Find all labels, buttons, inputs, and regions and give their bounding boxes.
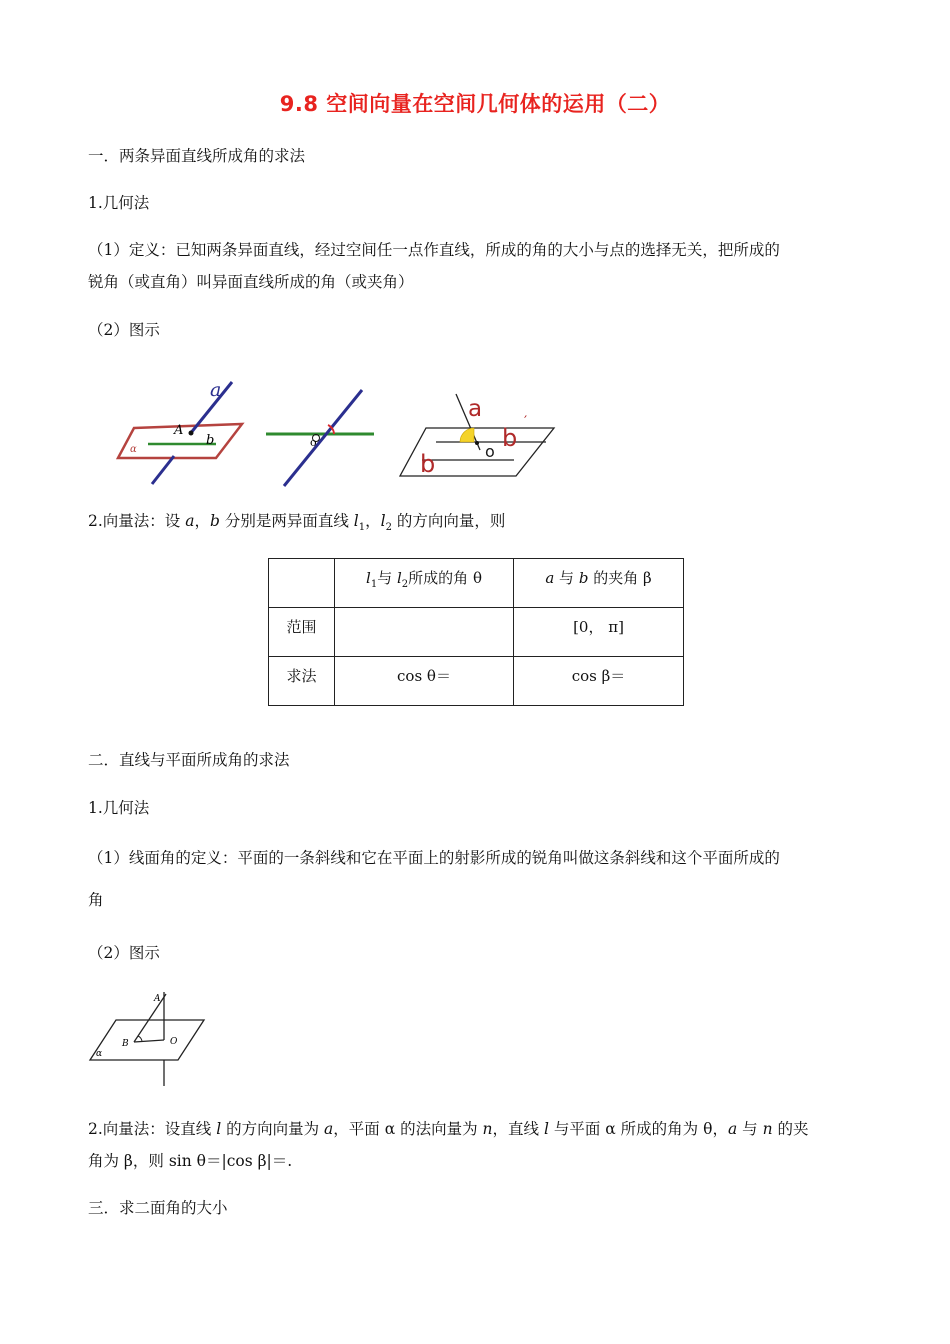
label-O: O: [170, 1037, 178, 1047]
line-a-lower: [152, 456, 174, 484]
table-row-method: [269, 657, 684, 706]
plane-alpha: [90, 1020, 204, 1060]
table-row-range: [269, 608, 684, 657]
angle-comparison-table: [268, 558, 684, 706]
table-row-method-col2: cos θ＝: [335, 657, 514, 706]
oblique-AB: [134, 994, 166, 1042]
table-header-vector-angle: a 与 b 的夹角 β: [514, 559, 684, 608]
label-a: a: [210, 379, 222, 401]
label-b: b: [206, 433, 215, 448]
line-plane-angle-figure: [86, 988, 208, 1088]
section1-heading: 一．两条异面直线所成角的求法: [88, 147, 306, 165]
label-A: A: [154, 994, 161, 1004]
section1-vector-method: 2.向量法：设 a，b 分别是两异面直线 $l_1$，$l_2$ 的方向向量，则: [88, 512, 506, 534]
intersecting-lines-figure: [262, 388, 378, 488]
label-alpha: α: [130, 444, 137, 455]
section1-geometric-method: 1.几何法: [88, 194, 150, 212]
table-header-line-angle: $l_1$与 $l_2$所成的角 θ: [335, 559, 514, 608]
page-title: 9.8 空间向量在空间几何体的运用（二）: [279, 92, 671, 116]
skew-lines-figure-3: [396, 390, 608, 490]
label-b-prime: b: [502, 424, 518, 452]
table-row-range-col2: [335, 608, 514, 657]
table-row-method-label: 求法: [269, 657, 335, 706]
label-A: A: [174, 423, 184, 438]
section2-heading: 二．直线与平面所成角的求法: [88, 751, 290, 769]
label-a: a: [468, 396, 483, 422]
section2-figure-caption: （2）图示: [88, 944, 160, 962]
label-b: b: [420, 450, 436, 478]
section2-vector-method-line2: 角为 β，则 sin θ＝|cos β|＝.: [88, 1152, 293, 1170]
skew-lines-figure-1: [112, 378, 252, 488]
section3-heading: 三．求二面角的大小: [88, 1199, 228, 1217]
section1-figure-caption: （2）图示: [88, 321, 160, 339]
point-o: [475, 441, 479, 445]
label-o: o: [485, 442, 495, 461]
table-header-row: [269, 559, 684, 608]
table-row-range-label: 范围: [269, 608, 335, 657]
table-row-method-col3: cos β＝: [514, 657, 684, 706]
point-A: [189, 431, 194, 436]
table-header-empty: [269, 559, 335, 608]
label-alpha: α: [96, 1049, 103, 1059]
projection-BO: [134, 1040, 164, 1042]
table-row-range-col3: [0， π]: [514, 608, 684, 657]
label-B: B: [122, 1039, 129, 1049]
section2-geometric-method: 1.几何法: [88, 799, 150, 817]
section2-definition-line1: （1）线面角的定义：平面的一条斜线和它在平面上的射影所成的锐角叫做这条斜线和这个平面所成的: [88, 849, 780, 867]
label-o: o: [310, 436, 317, 449]
section2-vector-method-line1: 2.向量法：设直线 l 的方向向量为 a，平面 α 的法向量为 n，直线 l 与平面 α 所成的角为 θ，a 与 n 的夹: [88, 1120, 809, 1138]
angle-fill: [460, 428, 474, 442]
section1-definition-line1: （1）定义：已知两条异面直线，经过空间任一点作直线，所成的角的大小与点的选择无关，把所成的: [88, 241, 780, 259]
section2-definition-line2: 角: [88, 891, 104, 909]
section1-definition-line2: 锐角（或直角）叫异面直线所成的角（或夹角）: [88, 273, 414, 291]
label-prime: ′: [524, 414, 528, 430]
line-a: [284, 390, 362, 486]
angle-arc: [138, 1036, 142, 1041]
